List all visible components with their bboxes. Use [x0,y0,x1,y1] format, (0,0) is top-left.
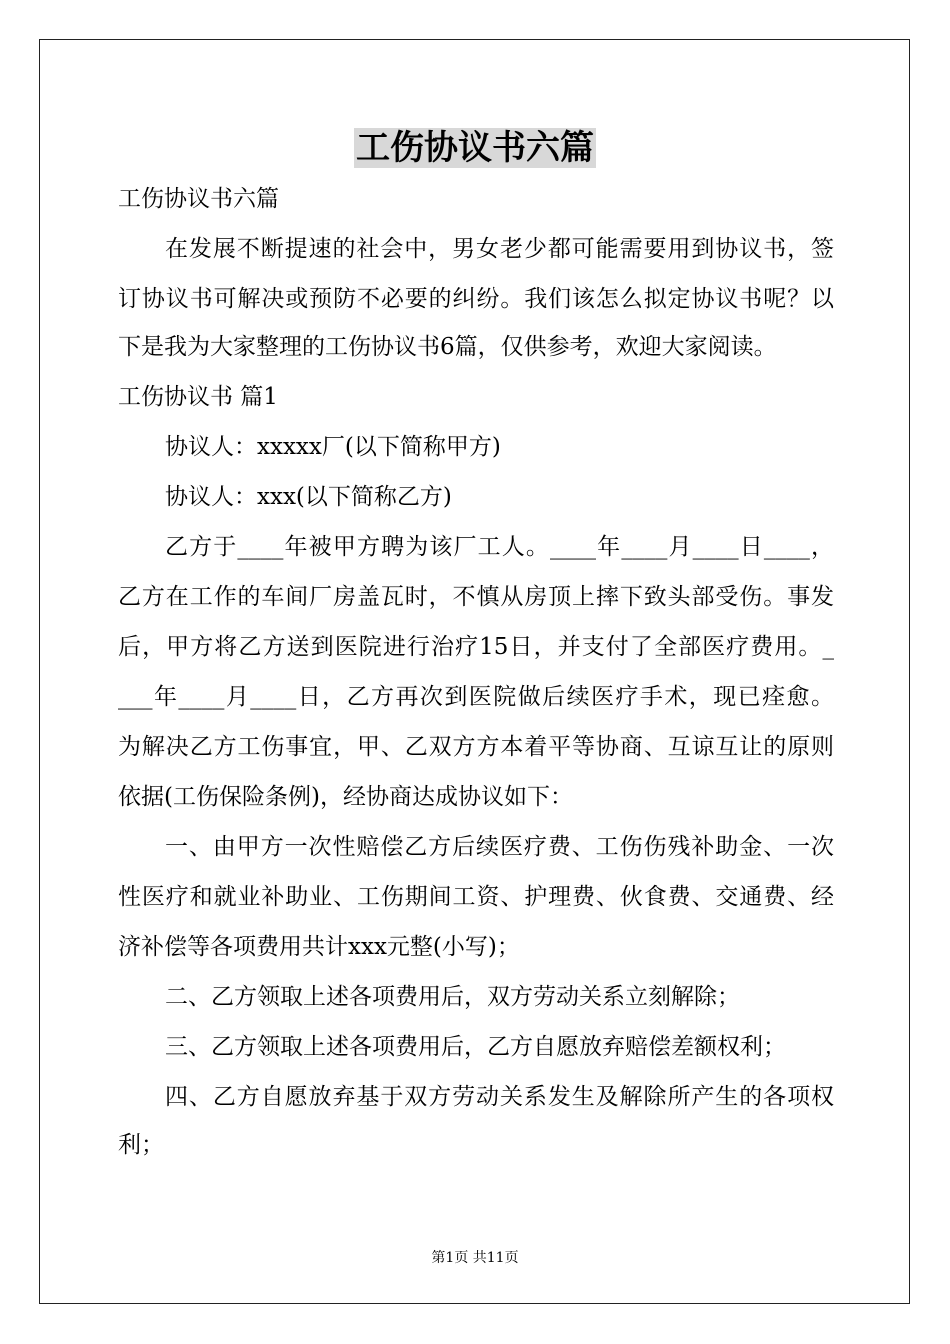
party-a-line: 协议人：xxxxx厂(以下简称甲方) [165,434,501,460]
paragraph-line: 乙方在工作的车间厂房盖瓦时，不慎从房顶上摔下致头部受伤。事发 [118,584,834,610]
clause-line: 一、由甲方一次性赔偿乙方后续医疗费、工伤伤残补助金、一次 [165,834,834,860]
paragraph-line: ___年____月____日，乙方再次到医院做后续医疗手术，现已痊愈。 [118,684,834,710]
section-heading: 工伤协议书 篇1 [118,384,278,410]
paragraph-line: 为解决乙方工伤事宜，甲、乙双方方本着平等协商、互谅互让的原则 [118,734,834,760]
clause-line: 四、乙方自愿放弃基于双方劳动关系发生及解除所产生的各项权 [165,1084,834,1110]
page-footer: 第1页 共11页 [431,1250,519,1266]
paragraph-line: 依据(工伤保险条例)，经协商达成协议如下： [118,784,573,810]
paragraph-line: 乙方于____年被甲方聘为该厂工人。____年____月____日____， [165,534,834,560]
clause-line: 二、乙方领取上述各项费用后，双方劳动关系立刻解除； [165,984,740,1010]
paragraph-line: 下是我为大家整理的工伤协议书6篇，仅供参考，欢迎大家阅读。 [118,334,777,360]
paragraph-line: 在发展不断提速的社会中，男女老少都可能需要用到协议书，签 [165,236,834,262]
clause-line: 性医疗和就业补助业、工伤期间工资、护理费、伙食费、交通费、经 [118,884,834,910]
party-b-line: 协议人：xxx(以下简称乙方) [165,484,452,510]
subtitle-line: 工伤协议书六篇 [118,186,279,212]
clause-line: 三、乙方领取上述各项费用后，乙方自愿放弃赔偿差额权利； [165,1034,786,1060]
paragraph-line: 订协议书可解决或预防不必要的纠纷。我们该怎么拟定协议书呢？以 [118,286,834,312]
paragraph-line: 后，甲方将乙方送到医院进行治疗15日，并支付了全部医疗费用。_ [118,634,834,660]
document-title: 工伤协议书六篇 [356,128,594,168]
page-frame [39,39,910,1304]
clause-line: 济补偿等各项费用共计xxx元整(小写)； [118,934,520,960]
clause-line: 利； [118,1132,164,1158]
